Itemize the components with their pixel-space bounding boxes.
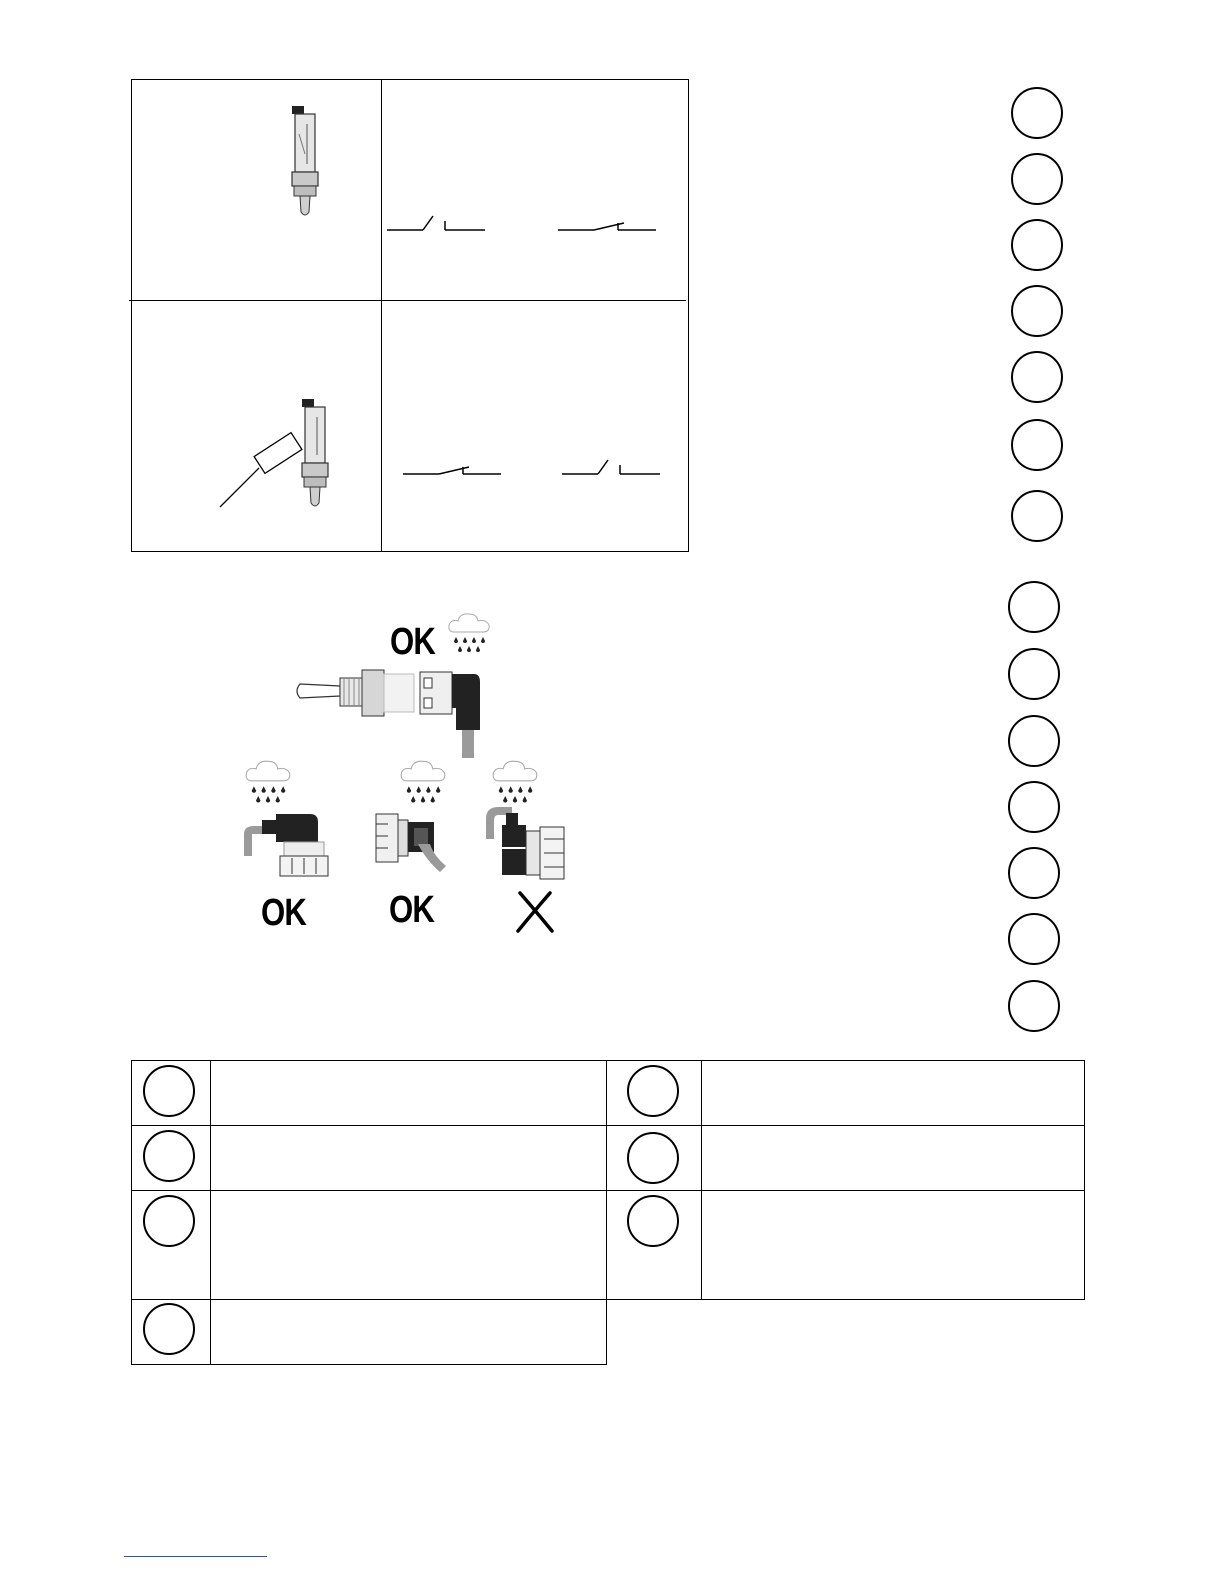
circle-marker-5 bbox=[1011, 351, 1063, 403]
flow-switch-image bbox=[285, 104, 325, 220]
rain-cloud-icon bbox=[446, 610, 492, 658]
circle-marker-13 bbox=[1008, 913, 1060, 965]
rain-cloud-icon bbox=[243, 757, 293, 809]
legend-col-divider bbox=[701, 1060, 702, 1300]
circle-marker-4 bbox=[1011, 285, 1063, 337]
ok-label-mid: OK bbox=[389, 889, 435, 931]
flow-switch-with-magnet-image bbox=[215, 395, 335, 510]
connector-top-image bbox=[240, 808, 336, 876]
legend-col-divider bbox=[210, 1299, 211, 1365]
table-divider-vertical bbox=[381, 79, 382, 552]
legend-table-main bbox=[131, 1060, 1085, 1300]
circle-marker-1 bbox=[1011, 87, 1063, 139]
legend-col-divider bbox=[210, 1060, 211, 1300]
legend-marker bbox=[143, 1065, 195, 1117]
legend-row-divider bbox=[131, 1125, 1085, 1126]
horizontal-device-image bbox=[296, 664, 496, 758]
legend-marker bbox=[143, 1195, 195, 1247]
legend-marker bbox=[143, 1130, 195, 1182]
connector-bottom-image bbox=[482, 805, 568, 885]
circle-marker-2 bbox=[1011, 153, 1063, 205]
switch-symbol-nc bbox=[558, 213, 658, 233]
switch-symbol-no-magnet bbox=[562, 458, 662, 478]
ok-label-left: OK bbox=[261, 892, 307, 934]
connector-front-image bbox=[374, 810, 448, 876]
legend-col-divider bbox=[606, 1060, 607, 1300]
ok-label-top: OK bbox=[390, 621, 436, 663]
circle-marker-8 bbox=[1008, 581, 1060, 633]
circle-marker-12 bbox=[1008, 847, 1060, 899]
rain-cloud-icon bbox=[398, 757, 448, 809]
legend-row-divider bbox=[131, 1190, 1085, 1191]
circle-marker-10 bbox=[1008, 715, 1060, 767]
legend-marker bbox=[627, 1065, 679, 1117]
circle-marker-9 bbox=[1008, 648, 1060, 700]
switch-symbol-nc-magnet bbox=[403, 458, 503, 478]
legend-table-last-row bbox=[131, 1299, 607, 1365]
switch-symbol-no bbox=[387, 213, 487, 233]
rain-cloud-icon bbox=[490, 757, 540, 809]
cross-icon bbox=[516, 891, 554, 933]
circle-marker-3 bbox=[1011, 219, 1063, 271]
circle-marker-14 bbox=[1008, 980, 1060, 1032]
legend-marker bbox=[627, 1195, 679, 1247]
legend-marker bbox=[143, 1303, 195, 1355]
circle-marker-11 bbox=[1008, 781, 1060, 833]
circle-marker-6 bbox=[1011, 419, 1063, 471]
circle-marker-7 bbox=[1011, 490, 1063, 542]
legend-marker bbox=[627, 1132, 679, 1184]
footer-link-underline[interactable] bbox=[124, 1556, 267, 1557]
table-divider-horizontal bbox=[129, 300, 686, 301]
